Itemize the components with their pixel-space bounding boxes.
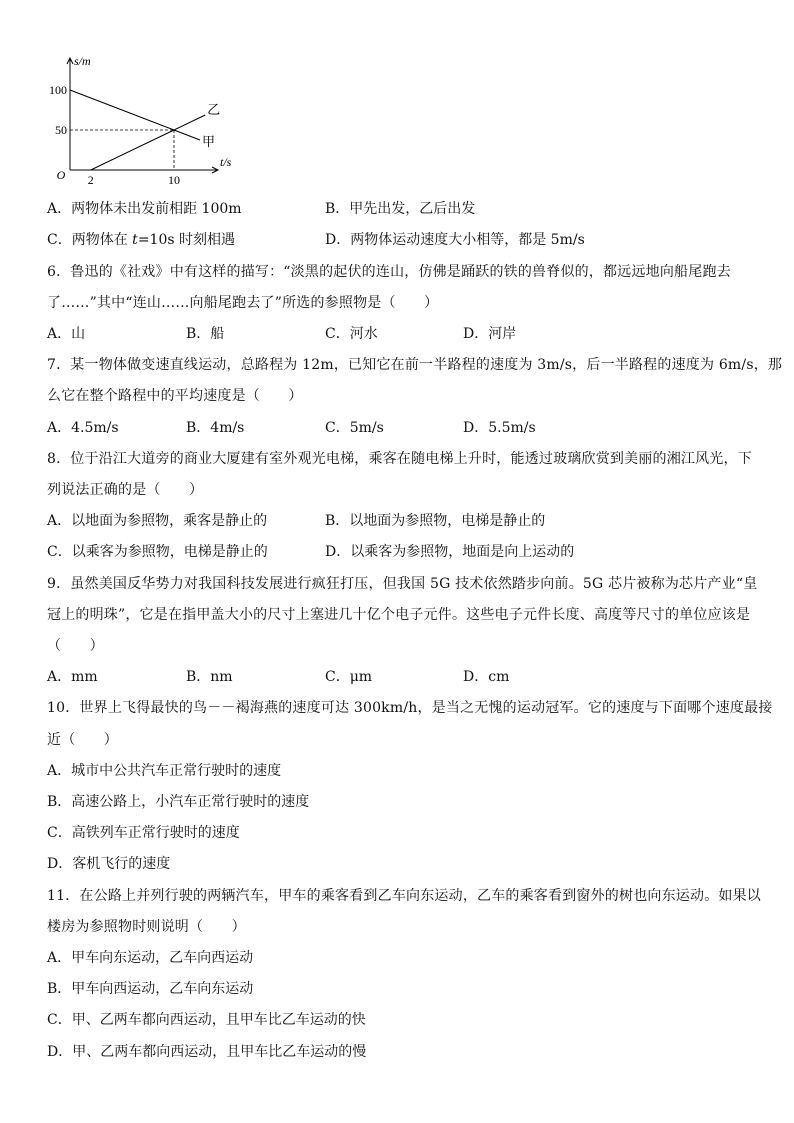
q5-option-b: B．甲先出发，乙后出发 [325,201,476,217]
q6-option-d: D．河岸 [463,326,517,342]
q9-stem-line-3: （ ） [47,638,104,654]
q8-stem-line-2: 列说法正确的是（ ） [47,482,204,498]
q8-option-d: D．以乘客为参照物，地面是向上运动的 [325,544,575,560]
q6-option-a: A．山 [47,326,86,342]
q8-stem-line-1: 8．位于沿江大道旁的商业大厦建有室外观光电梯，乘客在随电梯上升时，能透过玻璃欣赏到美丽的湘江风光，下 [47,451,752,467]
y-axis-label: s/m [74,54,91,68]
series-label-yi: 乙 [207,102,221,117]
q11-option-c: C．甲、乙两车都向西运动，且甲车比乙车运动的快 [47,1012,366,1028]
q9-option-a: A．mm [47,669,98,685]
q6-option-b: B．船 [186,326,225,342]
q8-option-b: B．以地面为参照物，电梯是静止的 [325,513,546,529]
origin-label: O [56,168,66,182]
q11-option-d: D．甲、乙两车都向西运动，且甲车比乙车运动的慢 [47,1044,367,1060]
q7-stem-line-1: 7．某一物体做变速直线运动，总路程为 12m，已知它在前一半路程的速度为 3m/s，后一半路程的速度为 6m/s，那 [47,357,783,373]
q5-option-a: A．两物体未出发前相距 100m [47,201,242,217]
q7-option-c: C．5m/s [325,420,384,436]
q8-option-c: C．以乘客为参照物，电梯是静止的 [47,544,268,560]
q5-option-c-var: t [132,232,138,248]
q10-option-b: B．高速公路上，小汽车正常行驶时的速度 [47,794,310,810]
q11-option-b: B．甲车向西运动，乙车向东运动 [47,981,254,997]
q9-option-c: C．μm [325,669,373,685]
q7-option-d: D．5.5m/s [463,420,536,436]
q5-option-c [47,230,235,250]
q7-stem-line-2: 么它在整个路程中的平均速度是（ ） [47,388,303,404]
y-tick-label: 50 [55,123,67,137]
q9-option-d: D．cm [463,669,510,685]
q5-option-d: D．两物体运动速度大小相等，都是 5m/s [325,232,585,248]
q8-option-a: A．以地面为参照物，乘客是静止的 [47,513,268,529]
y-tick-label: 100 [49,83,67,97]
chart-axes [67,58,221,173]
q9-stem-line-2: 冠上的明珠”，它是在指甲盖大小的尺寸上塞进几十亿个电子元件。这些电子元件长度、高度等尺寸的单位应该是 [47,607,751,623]
q10-option-d: D．客机飞行的速度 [47,856,171,872]
series-line-yi [91,115,205,170]
q9-stem-line-1: 9．虽然美国反华势力对我国科技发展进行疯狂打压，但我国 5G 技术依然踏步向前。5G 芯片被称为芯片产业“皇 [47,576,758,592]
series-line-jia [70,90,200,140]
x-tick-label: 10 [168,173,180,187]
q5-option-c-pre: C．两物体在 [47,232,133,248]
q10-option-a: A．城市中公共汽车正常行驶时的速度 [47,763,282,779]
q11-stem-line-2: 楼房为参照物时则说明（ ） [47,919,246,935]
q11-stem-line-1: 11．在公路上并列行驶的两辆汽车，甲车的乘客看到乙车向东运动，乙车的乘客看到窗外的树也向东运动。如果以 [47,888,762,904]
q7-option-a: A．4.5m/s [47,420,119,436]
chart-guides [70,130,174,170]
series-label-jia: 甲 [202,134,216,149]
s-t-graph [49,50,252,190]
chart-labels [49,54,232,187]
q9-option-b: B．nm [186,669,233,685]
q6-stem-line-2: 了……”其中“连山……向船尾跑去了”所选的参照物是（ ） [47,295,439,311]
q10-stem-line-1: 10．世界上飞得最快的鸟－－褐海燕的速度可达 300km/h，是当之无愧的运动冠军。它的速度与下面哪个速度最接 [47,700,773,716]
q10-stem-line-2: 近（ ） [47,732,118,748]
q7-option-b: B．4m/s [186,420,245,436]
x-axis-label: t/s [220,155,232,169]
q6-stem-line-1: 6．鲁迅的《社戏》中有这样的描写：“淡黑的起伏的连山，仿佛是踊跃的铁的兽脊似的，都远远地向船尾跑去 [47,264,731,280]
q10-option-c: C．高铁列车正常行驶时的速度 [47,825,240,841]
q11-option-a: A．甲车向东运动，乙车向西运动 [47,950,254,966]
q5-option-c-post: =10s 时刻相遇 [137,232,235,248]
q6-option-c: C．河水 [325,326,378,342]
x-tick-label: 2 [87,173,94,187]
